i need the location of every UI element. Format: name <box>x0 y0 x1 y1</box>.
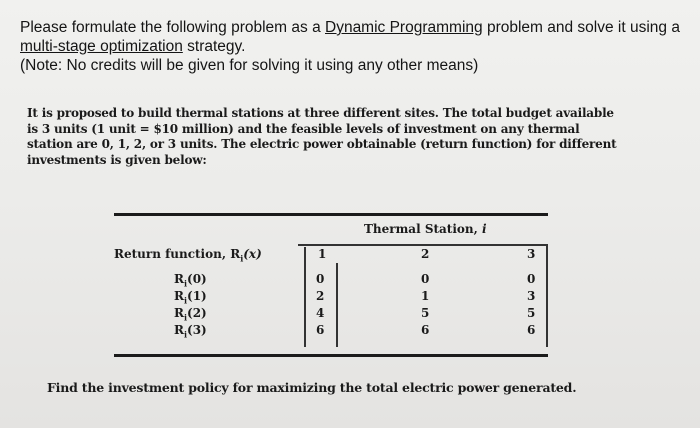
cell-r2-c3: 5 <box>527 306 536 320</box>
instruction-note: (Note: No credits will be given for solving it using any other means) <box>20 57 479 74</box>
cell-r0-c3: 0 <box>527 272 536 286</box>
header-underline <box>298 244 548 246</box>
column-divider-1 <box>304 247 306 347</box>
column-header-1: 1 <box>318 247 327 261</box>
thermal-station-header: Thermal Station, i <box>364 222 487 236</box>
instruction-line-1: Please formulate the following problem as a Dynamic Programming problem and solve it using a <box>20 19 680 36</box>
cell-r0-c2: 0 <box>421 272 430 286</box>
problem-line-4: investments is given below: <box>27 152 207 167</box>
problem-instructions <box>20 18 690 75</box>
table-top-rule <box>114 213 548 216</box>
instruction-line-2: multi-stage optimization strategy. <box>20 38 246 55</box>
column-header-2: 2 <box>421 247 430 261</box>
question-prompt: Find the investment policy for maximizing the total electric power generated. <box>47 380 577 395</box>
cell-r1-c3: 3 <box>527 289 536 303</box>
multi-stage-term: multi-stage optimization <box>20 38 183 55</box>
problem-line-1: It is proposed to build thermal stations at three different sites. The total budget available <box>27 106 614 120</box>
table-bottom-rule <box>114 354 548 357</box>
cell-r1-c1: 2 <box>316 289 325 303</box>
row-label-r1: $R_i(1)$ <box>174 289 207 306</box>
cell-r3-c1: 6 <box>316 323 325 337</box>
cell-r3-c2: 6 <box>421 323 430 337</box>
cell-r1-c2: 1 <box>421 289 430 303</box>
dynamic-programming-term: Dynamic Programming <box>325 19 483 36</box>
cell-r3-c3: 6 <box>527 323 536 337</box>
cell-r0-c1: 0 <box>316 272 325 286</box>
problem-statement <box>27 106 627 168</box>
row-label-r2: $R_i(2)$ <box>174 306 207 323</box>
cell-r2-c1: 4 <box>316 306 325 320</box>
column-divider-3 <box>546 246 548 347</box>
problem-line-3: station are 0, 1, 2, or 3 units. The electric power obtainable (return function) for different <box>27 137 617 151</box>
row-label-r3: $R_i(3)$ <box>174 323 207 340</box>
cell-r2-c2: 5 <box>421 306 430 320</box>
column-header-3: 3 <box>527 247 536 261</box>
return-function-header: Return function, $R_i(x)$ <box>114 247 262 264</box>
problem-line-2: is 3 units (1 unit = $10 million) and the feasible levels of investment on any thermal <box>27 121 580 136</box>
row-label-r0: $R_i(0)$ <box>174 272 207 289</box>
column-divider-2 <box>336 263 338 347</box>
